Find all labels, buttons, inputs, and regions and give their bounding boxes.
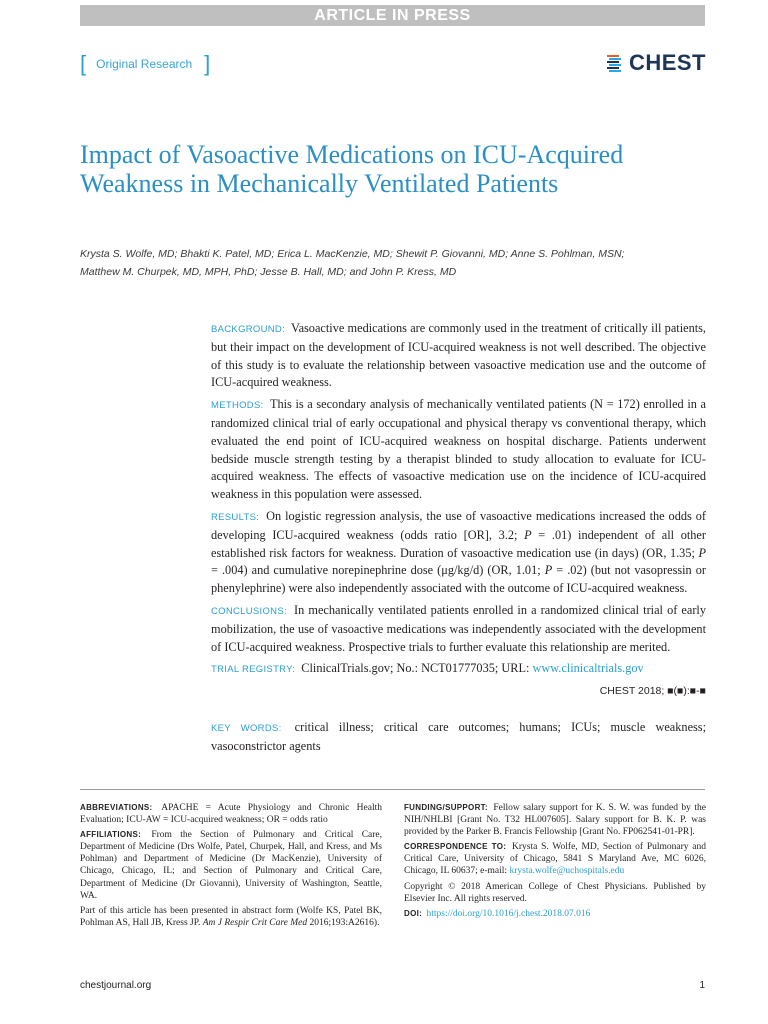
results-text-b: = .01) independent of all other established risk factors for weakness. Duration of vasoactive medication use (in days) (OR, 1.35; (211, 527, 706, 560)
results-text-a: On logistic regression analysis, the use of vasoactive medications increased the odds of developing ICU-acquired weakness (odds ratio [OR], 3.2; (211, 508, 706, 542)
abstract-keywords (211, 719, 706, 756)
presented-note (80, 905, 382, 929)
abstract-results (211, 508, 706, 598)
results-text-d: = .02) (but not vasopressin or phenylephrine) were also independently associated with the outcome of ICU-acquired weakness. (211, 563, 706, 596)
abstract-methods (211, 396, 706, 504)
chest-logo-icon (606, 53, 626, 73)
chest-logo (606, 50, 706, 76)
funding-text: Fellow salary support for K. S. W. was funded by the NIH/NHLBI [Grant No. T32 HL007605]. Salary support for B. K. P. was provided by the Parker B. Francis Fellowship [Grant No. FP062541-01-PR]. (404, 803, 706, 838)
funding-note (404, 802, 706, 838)
registry-text: ClinicalTrials.gov; No.: NCT01777035; URL: (301, 661, 533, 676)
correspondence-text: Krysta S. Wolfe, MD, Section of Pulmonary and Critical Care, University of Chicago, 5841 S Maryland Ave, MC 6026, Chicago, IL 60637; e-mail: (404, 842, 706, 877)
article-in-press-banner: ARTICLE IN PRESS (80, 5, 705, 26)
affiliations-note (80, 829, 382, 902)
footer-journal: chestjournal.org (80, 980, 152, 991)
bracket-left-icon: [ (80, 51, 87, 76)
results-text-c: = .004) and cumulative norepinephrine dose (μg/kg/d) (OR, 1.01; (211, 563, 545, 578)
abstract-background (211, 320, 706, 392)
abstract-registry (211, 660, 706, 679)
conclusions-text: In mechanically ventilated patients enrolled in a randomized clinical trial of early mobilization, the use of vasoactive medications was independently associated with the development of ICU-acquired weakness. Prospective trials to further evaluate this relationship are merited. (211, 602, 706, 654)
keywords-label: KEY WORDS: (211, 722, 282, 734)
abbreviations-label: ABBREVIATIONS: (80, 803, 153, 812)
abbreviations-note (80, 802, 382, 826)
presented-text-a: Part of this article has been presented in abstract form (Wolfe KS, Patel BK, Pohlman AS, Hall JB, Kress JP. (80, 905, 382, 928)
results-p-2: P (698, 545, 706, 560)
affiliations-text: From the Section of Pulmonary and Critical Care, Department of Medicine (Drs Wolfe, Patel, Churpek, Hall, and Kress, and Ms Pohlman) and Department of Medicine (Dr MacKenzie), University of Chicago, Chicago, IL; and Section of Pulmonary and Critical Care, Department of Medicine (Dr Giovanni), University of Washington, Seattle, WA. (80, 830, 382, 901)
background-text: Vasoactive medications are commonly used in the treatment of critically ill patients, but their impact on the development of ICU-acquired weakness is not well described. The objective of this study is to evaluate the relationship between vasoactive medication use and the outcome of ICU-acquired weakness. (211, 321, 706, 390)
conclusions-label: CONCLUSIONS: (211, 605, 287, 617)
doi-link[interactable]: https://doi.org/10.1016/j.chest.2018.07.016 (426, 908, 591, 919)
doi-note (404, 908, 706, 920)
correspondence-email-link[interactable]: krysta.wolfe@uchospitals.edu (509, 866, 625, 877)
section-tag (80, 52, 210, 76)
authors-line-2: Matthew M. Churpek, MD, MPH, PhD; Jesse B. Hall, MD; and John P. Kress, MD (80, 266, 457, 278)
chest-logo-text: CHEST (628, 50, 706, 75)
affiliations-label: AFFILIATIONS: (80, 830, 142, 840)
methods-label: METHODS: (211, 400, 264, 412)
footnotes-left (80, 802, 382, 932)
doi-label: DOI: (404, 908, 423, 918)
keywords-text: critical illness; critical care outcomes; humans; ICUs; muscle weakness; vasoconstrictor agents (211, 719, 707, 753)
results-label: RESULTS: (211, 511, 260, 523)
results-p-1: P (524, 527, 532, 542)
correspondence-note (404, 841, 706, 877)
footnote-divider (80, 789, 705, 790)
methods-text: This is a secondary analysis of mechanically ventilated patients (N = 172) enrolled in a randomized clinical trial of early occupational and physical therapy vs conventional therapy, which evaluated the end point of ICU-acquired weakness on hospital discharge. Patients underwent bedside muscle strength testing by a therapist blinded to study allocation to evaluate for ICU-acquired weakness. The effects of vasoactive medication use on the incidence of ICU-acquired weakness in this population were assessed. (211, 397, 706, 502)
background-label: BACKGROUND: (211, 324, 286, 335)
article-title: Impact of Vasoactive Medications on ICU-Acquired Weakness in Mechanically Ventilated Patients (80, 140, 624, 198)
presented-text-b: 2016;193:A2616). (307, 917, 380, 928)
footnotes-right (404, 802, 706, 923)
correspondence-label: CORRESPONDENCE TO: (404, 842, 507, 852)
page-number: 1 (699, 980, 705, 991)
authors-line-1: Krysta S. Wolfe, MD; Bhakti K. Patel, MD; Erica L. MacKenzie, MD; Shewit P. Giovanni, MD; Anne S. Pohlman, MSN; (80, 248, 625, 260)
abstract (211, 320, 706, 760)
section-tag-label: Original Research (96, 57, 193, 71)
results-p-3: P (544, 563, 553, 578)
presented-journal: Am J Respir Crit Care Med (202, 917, 308, 928)
citation: CHEST 2018; ■(■):■-■ (599, 685, 706, 698)
registry-label: TRIAL REGISTRY: (211, 664, 296, 676)
registry-link[interactable]: www.clinicaltrials.gov (532, 661, 644, 676)
author-list (80, 245, 720, 281)
bracket-right-icon: ] (204, 51, 211, 76)
abbreviations-text: APACHE = Acute Physiology and Chronic Health Evaluation; ICU-AW = ICU-acquired weakness; OR = odds ratio (80, 803, 382, 826)
copyright-note: Copyright © 2018 American College of Chest Physicians. Published by Elsevier Inc. All rights reserved. (404, 881, 706, 904)
abstract-conclusions (211, 602, 706, 656)
funding-label: FUNDING/SUPPORT: (404, 803, 488, 812)
